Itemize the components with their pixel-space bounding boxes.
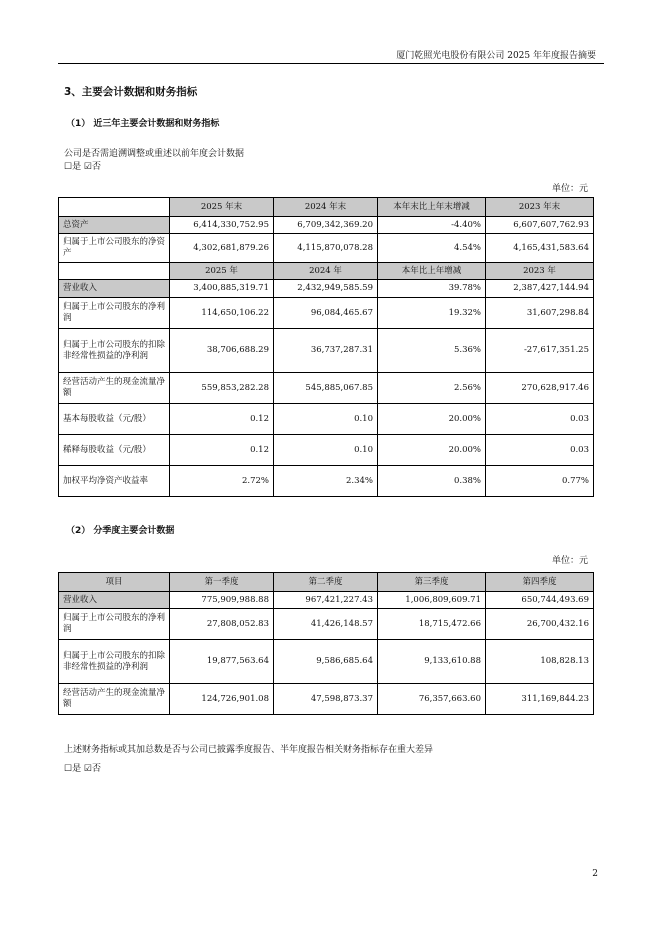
table-row xyxy=(59,298,594,329)
row-label: 归属于上市公司股东的净利润 xyxy=(59,609,170,640)
table-cell: 6,709,342,369.20 xyxy=(274,217,378,234)
table-row xyxy=(59,592,594,609)
table-cell: 6,607,607,762.93 xyxy=(486,217,594,234)
table-cell: 4,302,681,879.26 xyxy=(170,234,274,263)
table-row xyxy=(59,435,594,466)
table-cell: 3,400,885,319.71 xyxy=(170,280,274,298)
row-label: 营业收入 xyxy=(59,592,170,609)
section-title: 3、主要会计数据和财务指标 xyxy=(64,86,198,98)
table-cell: 967,421,227.43 xyxy=(274,592,378,609)
table-cell: 0.38% xyxy=(378,466,486,497)
table-cell: 41,426,148.57 xyxy=(274,609,378,640)
table-cell: 5.36% xyxy=(378,329,486,373)
table-cell: 0.03 xyxy=(486,435,594,466)
row-label: 归属于上市公司股东的扣除非经常性损益的净利润 xyxy=(59,329,170,373)
table-row xyxy=(59,280,594,298)
table-row xyxy=(59,640,594,684)
table-cell: 19.32% xyxy=(378,298,486,329)
row-label: 稀释每股收益（元/股） xyxy=(59,435,170,466)
table-row xyxy=(59,609,594,640)
table-cell: -4.40% xyxy=(378,217,486,234)
table-cell: 4,115,870,078.28 xyxy=(274,234,378,263)
table-cell: 1,006,809,609.71 xyxy=(378,592,486,609)
table-cell: 26,700,432.16 xyxy=(486,609,594,640)
table-cell: 9,133,610.88 xyxy=(378,640,486,684)
column-header: 第三季度 xyxy=(378,573,486,592)
table-cell: 545,885,067.85 xyxy=(274,373,378,404)
table-cell: 311,169,844.23 xyxy=(486,684,594,715)
table-cell: 0.77% xyxy=(486,466,594,497)
row-label: 经营活动产生的现金流量净额 xyxy=(59,373,170,404)
subsection-title-annual: （1） 近三年主要会计数据和财务指标 xyxy=(66,119,220,129)
table-row xyxy=(59,217,594,234)
table-cell: 19,877,563.64 xyxy=(170,640,274,684)
table-cell: 39.78% xyxy=(378,280,486,298)
subsection-title-quarterly: （2） 分季度主要会计数据 xyxy=(66,526,175,536)
table-row xyxy=(59,234,594,263)
column-header: 2023 年 xyxy=(486,263,594,280)
table-cell: 6,414,330,752.95 xyxy=(170,217,274,234)
table-cell: 20.00% xyxy=(378,435,486,466)
table-cell: 36,737,287.31 xyxy=(274,329,378,373)
table-header-label xyxy=(59,198,170,217)
table-header-label xyxy=(59,263,170,280)
row-label: 基本每股收益（元/股） xyxy=(59,404,170,435)
restatement-question: 公司是否需追溯调整或重述以前年度会计数据 xyxy=(64,149,245,159)
table-header-row xyxy=(59,198,594,217)
restatement-answer: ☐是 ☑否 xyxy=(64,162,101,172)
row-label: 总资产 xyxy=(59,217,170,234)
table-row xyxy=(59,404,594,435)
table-cell: 38,706,688.29 xyxy=(170,329,274,373)
table-cell: 27,808,052.83 xyxy=(170,609,274,640)
table-cell: 650,744,493.69 xyxy=(486,592,594,609)
table-row xyxy=(59,373,594,404)
column-header: 2024 年 xyxy=(274,263,378,280)
column-header: 2023 年末 xyxy=(486,198,594,217)
row-label: 归属于上市公司股东的扣除非经常性损益的净利润 xyxy=(59,640,170,684)
unit-label-quarterly: 单位：元 xyxy=(551,556,588,566)
table-cell: 31,607,298.84 xyxy=(486,298,594,329)
row-label: 营业收入 xyxy=(59,280,170,298)
table-cell: 0.10 xyxy=(274,404,378,435)
column-header: 第四季度 xyxy=(486,573,594,592)
variance-answer: ☐是 ☑否 xyxy=(64,764,101,774)
table-cell: 2,387,427,144.94 xyxy=(486,280,594,298)
table-cell: 124,726,901.08 xyxy=(170,684,274,715)
table-cell: 47,598,873.37 xyxy=(274,684,378,715)
column-header: 2024 年末 xyxy=(274,198,378,217)
quarterly-financial-table xyxy=(58,572,594,715)
table-cell: 0.03 xyxy=(486,404,594,435)
annual-financial-table xyxy=(58,197,594,497)
table-cell: 2.34% xyxy=(274,466,378,497)
header-divider xyxy=(58,63,604,64)
table-row xyxy=(59,329,594,373)
column-header: 本年末比上年末增减 xyxy=(378,198,486,217)
row-label: 归属于上市公司股东的净利润 xyxy=(59,298,170,329)
table-cell: 114,650,106.22 xyxy=(170,298,274,329)
column-header: 2025 年末 xyxy=(170,198,274,217)
table-cell: 0.12 xyxy=(170,435,274,466)
table-cell: 108,828.13 xyxy=(486,640,594,684)
table-row xyxy=(59,684,594,715)
column-header: 第二季度 xyxy=(274,573,378,592)
table-header-row xyxy=(59,263,594,280)
table-cell: 18,715,472.66 xyxy=(378,609,486,640)
table-cell: 4.54% xyxy=(378,234,486,263)
table-cell: 2,432,949,585.59 xyxy=(274,280,378,298)
table-cell: 559,853,282.28 xyxy=(170,373,274,404)
variance-question: 上述财务指标或其加总数是否与公司已披露季度报告、半年度报告相关财务指标存在重大差异 xyxy=(64,745,434,755)
table-cell: 96,084,465.67 xyxy=(274,298,378,329)
table-cell: 2.56% xyxy=(378,373,486,404)
column-header: 本年比上年增减 xyxy=(378,263,486,280)
column-header: 第一季度 xyxy=(170,573,274,592)
table-cell: 0.10 xyxy=(274,435,378,466)
column-header: 2025 年 xyxy=(170,263,274,280)
row-label: 加权平均净资产收益率 xyxy=(59,466,170,497)
table-row xyxy=(59,466,594,497)
table-header-label: 项目 xyxy=(59,573,170,592)
table-cell: 20.00% xyxy=(378,404,486,435)
table-cell: 9,586,685.64 xyxy=(274,640,378,684)
table-cell: 0.12 xyxy=(170,404,274,435)
table-header-row xyxy=(59,573,594,592)
report-header-title: 厦门乾照光电股份有限公司 2025 年年度报告摘要 xyxy=(396,51,596,61)
table-cell: 2.72% xyxy=(170,466,274,497)
row-label: 归属于上市公司股东的净资产 xyxy=(59,234,170,263)
unit-label-annual: 单位：元 xyxy=(551,184,588,194)
page-number: 2 xyxy=(592,869,598,879)
table-cell: 4,165,431,583.64 xyxy=(486,234,594,263)
table-cell: 76,357,663.60 xyxy=(378,684,486,715)
table-cell: -27,617,351.25 xyxy=(486,329,594,373)
row-label: 经营活动产生的现金流量净额 xyxy=(59,684,170,715)
table-cell: 270,628,917.46 xyxy=(486,373,594,404)
table-cell: 775,909,988.88 xyxy=(170,592,274,609)
